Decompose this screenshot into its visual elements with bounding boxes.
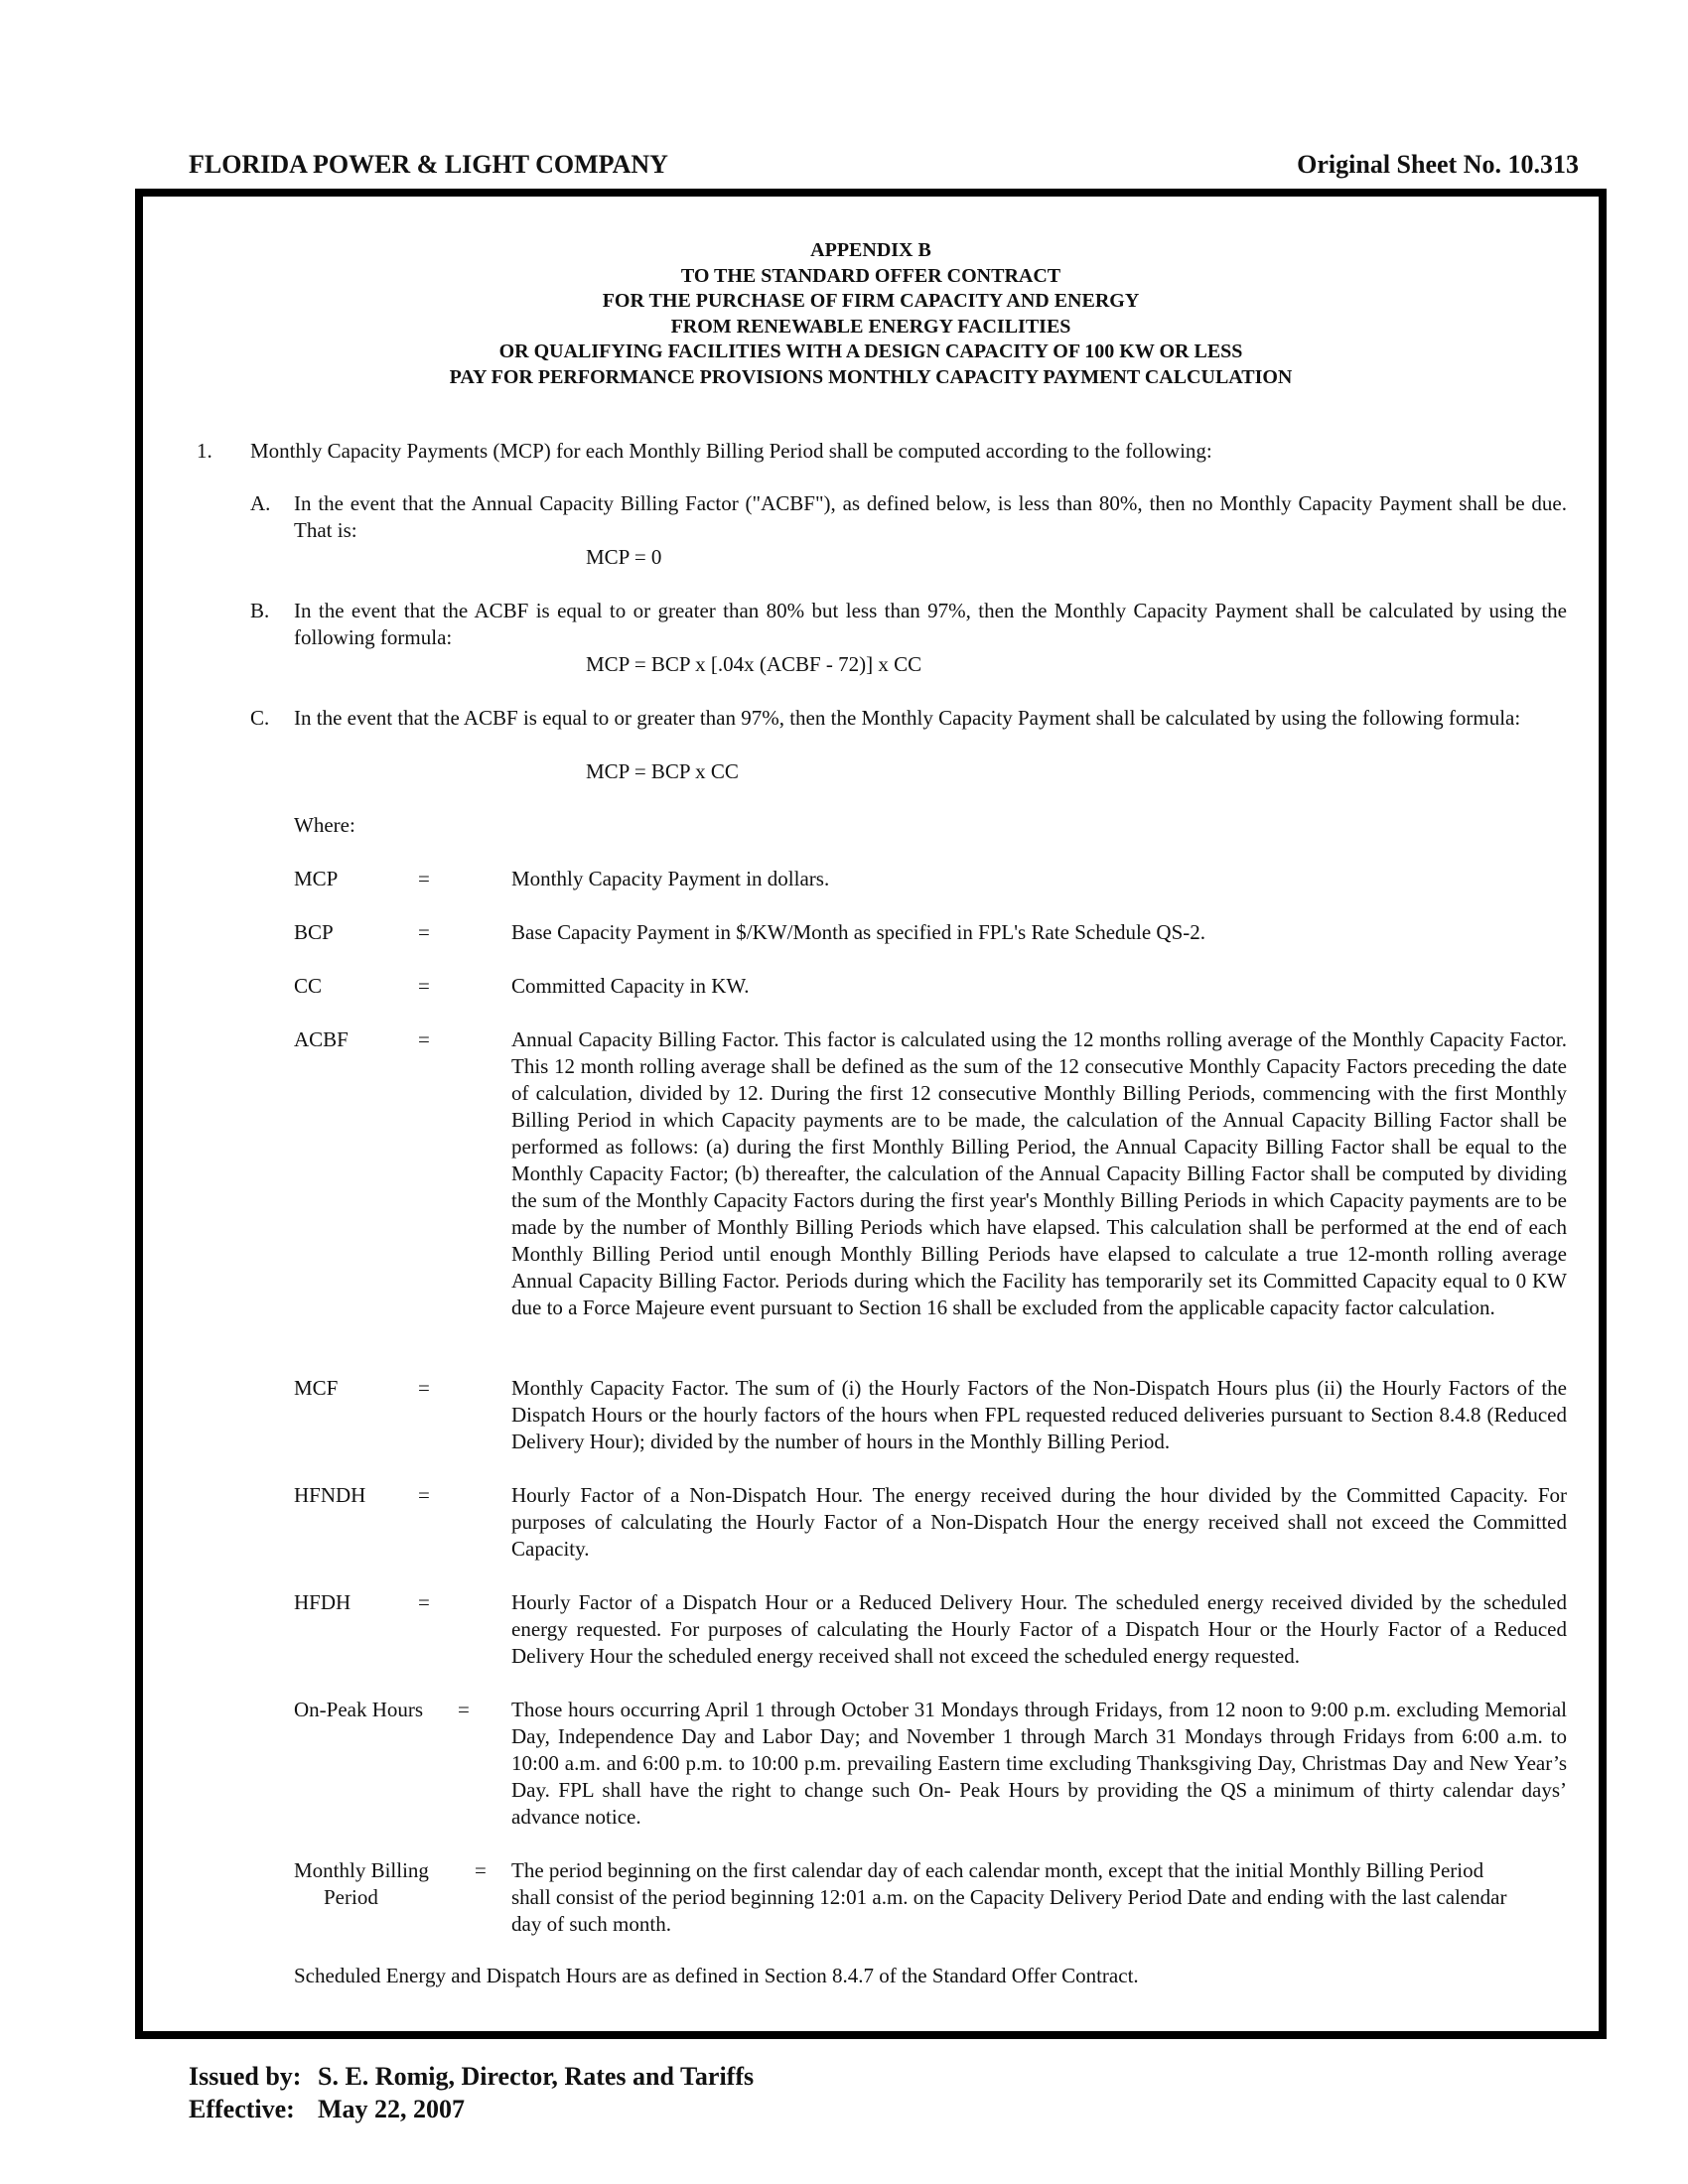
closing-note: Scheduled Energy and Dispatch Hours are as defined in Section 8.4.7 of the Standard Offer Contract. (294, 1964, 1139, 1987)
definition-term-line: Period (324, 1885, 378, 1909)
subsection-letter: B. (250, 599, 270, 622)
definition-text: Committed Capacity in KW. (511, 974, 750, 998)
definition-text: Those hours occurring April 1 through October 31 Mondays through Fridays, from 12 noon to 9:00 p.m. excluding Memorial Day, Independence Day and Labor Day; and November 1 through March 31 Mondays through Fridays from 6:00 a.m. to 10:00 a.m. and 6:00 p.m. to 10:00 p.m. prevailing Eastern time excluding Thanksgiving Day, Christmas Day and New Year’s Day. FPL shall have the right to change such On- Peak Hours by providing the QS a minimum of thirty calendar days’ advance notice. (511, 1698, 1567, 1829)
title-line: FOR THE PURCHASE OF FIRM CAPACITY AND ENERGY (602, 290, 1140, 312)
subsection-text: In the event that the Annual Capacity Billing Factor ("ACBF"), as defined below, is less than 80%, then no Monthly Capacity Payment shall be due. That is: (294, 491, 1567, 542)
definition-equals: = (418, 1027, 430, 1051)
section-number: 1. (197, 439, 212, 463)
formula-a: MCP = 0 (586, 545, 662, 569)
definition-mcf (294, 1375, 1567, 1455)
issued-by-label: Issued by: (189, 2062, 302, 2091)
subsection-text: In the event that the ACBF is equal to or greater than 97%, then the Monthly Capacity Payment shall be calculated by using the following formula: (294, 706, 1521, 730)
formula-b: MCP = BCP x [.04x (ACBF - 72)] x CC (586, 652, 922, 676)
definition-hfdh (294, 1589, 1567, 1670)
subsection-text: In the event that the ACBF is equal to or greater than 80% but less than 97%, then the Monthly Capacity Payment shall be calculated by using the following formula: (294, 599, 1567, 649)
definition-text: Base Capacity Payment in $/KW/Month as specified in FPL's Rate Schedule QS-2. (511, 920, 1206, 944)
section-text: Monthly Capacity Payments (MCP) for each Monthly Billing Period shall be computed according to the following: (250, 439, 1212, 463)
definition-term-line: Monthly Billing (294, 1858, 429, 1882)
page-footer (189, 2060, 754, 2125)
definition-term: CC (294, 974, 323, 998)
subsection-letter: A. (250, 491, 271, 515)
company-name: FLORIDA POWER & LIGHT COMPANY (189, 150, 668, 179)
sheet-number: Original Sheet No. 10.313 (1297, 150, 1579, 179)
definition-mcp (294, 866, 1567, 892)
issued-by-value: S. E. Romig, Director, Rates and Tariffs (318, 2062, 755, 2091)
definition-term: HFDH (294, 1590, 352, 1614)
definition-text: Annual Capacity Billing Factor. This factor is calculated using the 12 months rolling average of the Monthly Capacity Factor. This 12 month rolling average shall be defined as the sum of the 12 consecutive Monthly Capacity Factors preceding the date of calculation, divided by 12. During the first 12 consecutive Monthly Billing Periods, commencing with the first Monthly Billing Period in which Capacity payments are to be made, the calculation of the Annual Capacity Billing Factor shall be performed as follows: (a) during the first Monthly Billing Period, the Annual Capacity Billing Factor shall be equal to the Monthly Capacity Factor; (b) thereafter, the calculation of the Annual Capacity Billing Factor shall be computed by dividing the sum of the Monthly Capacity Factors during the first year's Monthly Billing Periods in which Capacity payments are to be made by the number of Monthly Billing Periods which have elapsed. This calculation shall be performed at the end of each Monthly Billing Period until enough Monthly Billing Periods have elapsed to calculate a true 12-month rolling average Annual Capacity Billing Factor. Periods during which the Facility has temporarily set its Committed Capacity equal to 0 KW due to a Force Majeure event pursuant to Section 16 shall be excluded from the applicable capacity factor calculation. (511, 1027, 1567, 1319)
subsection-letter: C. (250, 706, 270, 730)
subsection-b (250, 598, 1567, 651)
title-line: APPENDIX B (810, 239, 931, 261)
where-label: Where: (294, 813, 355, 837)
definition-equals: = (458, 1698, 470, 1721)
appendix-title (143, 238, 1599, 390)
definition-equals: = (418, 867, 430, 890)
definition-text: The period beginning on the first calendar day of each calendar month, except that the initial Monthly Billing Period shall consist of the period beginning 12:01 a.m. on the Capacity Delivery Period Date and ending with the last calendar day of such month. (511, 1858, 1507, 1936)
subsection-a (250, 490, 1567, 544)
definition-equals: = (418, 920, 430, 944)
definition-cc (294, 973, 1567, 1000)
title-line: PAY FOR PERFORMANCE PROVISIONS MONTHLY CAPACITY PAYMENT CALCULATION (449, 365, 1293, 388)
definition-term (294, 1857, 475, 1938)
definition-term: BCP (294, 920, 334, 944)
definition-text: Hourly Factor of a Dispatch Hour or a Reduced Delivery Hour. The scheduled energy received divided by the scheduled energy requested. For purposes of calculating the Hourly Factor of a Dispatch Hour or the Hourly Factor of a Reduced Delivery Hour the scheduled energy received shall not exceed the scheduled energy requested. (511, 1590, 1567, 1668)
definition-text: Monthly Capacity Payment in dollars. (511, 867, 830, 890)
definition-hfndh (294, 1482, 1567, 1563)
definition-equals: = (418, 974, 430, 998)
issued-by-row (189, 2060, 754, 2093)
title-line: TO THE STANDARD OFFER CONTRACT (680, 264, 1061, 287)
definition-equals: = (418, 1590, 430, 1614)
subsection-c (250, 705, 1567, 732)
title-line: FROM RENEWABLE ENERGY FACILITIES (670, 315, 1071, 338)
effective-row (189, 2093, 754, 2125)
definition-bcp (294, 919, 1567, 946)
definition-text: Hourly Factor of a Non-Dispatch Hour. The energy received during the hour divided by the Committed Capacity. For purposes of calculating the Hourly Factor of a Non-Dispatch Hour the energy received shall not exceed the Committed Capacity. (511, 1483, 1567, 1561)
title-line: OR QUALIFYING FACILITIES WITH A DESIGN CAPACITY OF 100 KW OR LESS (498, 341, 1243, 362)
definition-equals: = (418, 1483, 430, 1507)
effective-value: May 22, 2007 (318, 2095, 466, 2123)
definition-acbf (294, 1026, 1567, 1321)
section-1 (197, 438, 1527, 465)
definition-text: Monthly Capacity Factor. The sum of (i) the Hourly Factors of the Non-Dispatch Hours plus (ii) the Hourly Factors of the Dispatch Hours or the hourly factors of the hours when FPL requested reduced deliveries pursuant to Section 8.4.8 (Reduced Delivery Hour); divided by the number of hours in the Monthly Billing Period. (511, 1376, 1567, 1453)
definition-monthly-billing-period (294, 1857, 1567, 1938)
definition-term: MCP (294, 867, 339, 890)
definition-term: ACBF (294, 1027, 349, 1051)
definition-term: HFNDH (294, 1483, 366, 1507)
definition-equals: = (418, 1376, 430, 1400)
formula-c: MCP = BCP x CC (586, 759, 739, 783)
definition-term: MCF (294, 1376, 339, 1400)
effective-label: Effective: (189, 2095, 295, 2123)
definition-term: On-Peak Hours (294, 1698, 424, 1721)
page-header (189, 150, 1579, 180)
content-frame (135, 189, 1607, 2039)
definition-equals: = (475, 1858, 487, 1882)
definition-on-peak-hours (294, 1697, 1567, 1831)
